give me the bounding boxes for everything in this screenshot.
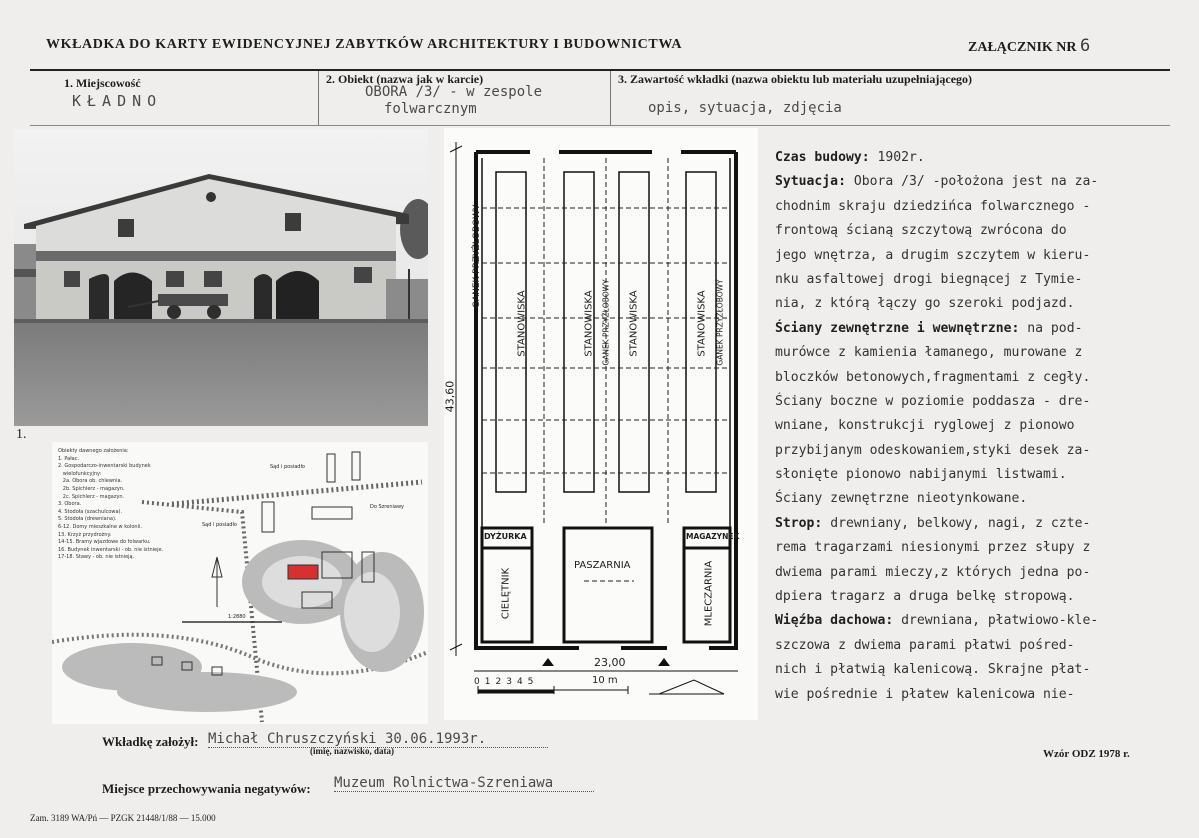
attachment-number — [968, 36, 1090, 56]
aisle-label: GANEK PRZYŻŁOBOWY — [715, 279, 725, 366]
plan-dimension-vertical: 43,60 — [443, 380, 457, 413]
description-heading: Strop: — [775, 515, 823, 531]
legend-entry: 5. Stodoła (drewniana). — [58, 516, 117, 523]
attachment-number-value: 6 — [1080, 36, 1091, 56]
description-text-segment: jego wnętrza, a drugim szczytem w kieru- — [775, 247, 1091, 263]
description-text-segment: nku asfaltowej drogi biegnącej z Tymie- — [775, 271, 1083, 287]
description-line — [775, 268, 1185, 292]
description-line — [775, 536, 1185, 560]
legend-entry: 2a. Obora ob. chlewnia. — [58, 478, 123, 485]
legend-entry: wielofunkcyjny: — [58, 470, 102, 477]
description-text-segment: nia, z którą łączy go szeroki podjazd. — [775, 296, 1075, 312]
map-scale: 1:2880 — [228, 614, 246, 620]
room-magazynek: MAGAZYNEK — [686, 532, 740, 541]
description-text-segment: Ściany zewnętrzne nieotynkowane. — [775, 491, 1028, 507]
description-heading: Ściany zewnętrzne i wewnętrzne: — [775, 320, 1020, 336]
object-value-line1: OBORA /3/ - w zespole — [365, 84, 543, 100]
scale-tick: 0 — [474, 677, 485, 687]
description-line — [775, 634, 1185, 658]
description-line — [775, 146, 1185, 170]
aisle-label: GANEK PRZYŻŁOBOWY — [601, 279, 611, 366]
road-label: Sąd i posiadło — [270, 464, 305, 470]
description-heading: Sytuacja: — [775, 174, 846, 190]
legend-entry: 4. Stodoła (szachulcowa). — [58, 508, 123, 515]
road-label: Sąd i posiadło — [202, 522, 237, 528]
legend-entry: 17-18. Stawy - ob. nie istnieją. — [58, 554, 135, 561]
room-dyzurka: DYŻURKA — [484, 532, 527, 541]
description-text-segment: dwiema parami mieczy,z których jedna po- — [775, 564, 1091, 580]
stall-label: STANOWISKA — [696, 290, 708, 357]
locality-value: KŁADNO — [72, 92, 163, 110]
description-text-segment: nich i płatwią kalenicową. Skrajne płat- — [775, 662, 1091, 678]
plan-scale-unit: 10 m — [592, 675, 618, 686]
description-line — [775, 390, 1185, 414]
legend-entry: 2. Gospodarczo-inwentarski budynek — [58, 463, 151, 470]
description-line — [775, 195, 1185, 219]
description-line — [775, 366, 1185, 390]
legend-entry: 14-15. Bramy wjazdowe do folwarku. — [58, 539, 151, 546]
form-version: Wzór ODZ 1978 r. — [1043, 748, 1130, 760]
scale-tick: 1 — [484, 677, 496, 687]
description-text-segment: bloczków betonowych,fragmentami z cegły. — [775, 369, 1091, 385]
object-value-line2: folwarcznym — [384, 101, 477, 117]
plan-dimension-horizontal: 23,00 — [594, 656, 626, 669]
description-line — [775, 683, 1185, 707]
legend-entry: Obiekty dawnego założenia: — [58, 448, 129, 454]
description-text-segment: przybijanym odeskowaniem,styki desek za- — [775, 442, 1091, 458]
description-text-segment: murówce z kamienia łamanego, murowane z — [775, 345, 1083, 361]
legend-entry: 16. Budynek inwentarski - ob. nie istnieje. — [58, 546, 164, 553]
author-hint: (imię, nazwisko, data) — [310, 746, 394, 756]
description-text-segment: 1902r. — [869, 150, 925, 165]
scale-tick: 4 — [516, 677, 528, 687]
aisle-label: GANEK PRZYŻŁOBOWY — [472, 204, 482, 308]
floor-plan — [444, 128, 758, 720]
description-line — [775, 414, 1185, 438]
legend-entry: 6-12. Domy mieszkalne w kolonii. — [58, 523, 142, 530]
description-line — [775, 439, 1185, 463]
field-divider — [318, 71, 319, 125]
photo-number: 1. — [16, 427, 27, 442]
description-text-segment: drewniana, płatwiowo-kle- — [893, 613, 1099, 629]
description-text-segment: chodnim skraju dziedzińca folwarcznego - — [775, 198, 1091, 214]
description-heading: Czas budowy: — [775, 150, 870, 165]
form-title: WKŁADKA DO KARTY EWIDENCYJNEJ ZABYTKÓW ARCHITEKTURY I BUDOWNICTWA — [46, 37, 683, 52]
description-line — [775, 244, 1185, 268]
description-heading: Więźba dachowa: — [775, 613, 894, 629]
room-mleczarnia: MLECZARNIA — [703, 560, 715, 627]
description-line — [775, 561, 1185, 585]
header-rule — [30, 69, 1170, 71]
description-text-segment: szczowa z dwiema parami płatwi pośred- — [775, 637, 1075, 653]
scale-tick: 3 — [506, 677, 517, 687]
description-line — [775, 292, 1185, 316]
legend-entry: 3. Obora. — [58, 501, 82, 508]
legend-entry: 1. Pałac. — [58, 455, 80, 462]
negatives-label: Miejsce przechowywania negatywów: — [102, 781, 311, 796]
legend-entry: 2c. Spichlerz - magazyn. — [58, 493, 125, 500]
contents-label: 3. Zawartość wkładki (nazwa obiektu lub materiału uzupełniającego) — [618, 72, 973, 86]
description-text-segment: słonięte pionowo nabijanymi listwami. — [775, 467, 1067, 483]
map-legend — [58, 448, 163, 562]
description-line — [775, 317, 1185, 341]
site-map — [52, 442, 428, 724]
legend-entry: 2b. Spichlerz - magazyn. — [58, 485, 125, 492]
description-line — [775, 170, 1185, 194]
object-label: 2. Obiekt (nazwa jak w karcie) — [326, 72, 484, 86]
description-text-segment: drewniany, belkowy, nagi, z czte- — [822, 515, 1091, 531]
room-cieletnik: CIELĘTNIK — [500, 567, 512, 620]
scale-tick: 5 — [527, 677, 539, 687]
description-text-segment: rema tragarzami niesionymi przez słupy z — [775, 540, 1091, 556]
description-text-segment: Ściany boczne w poziomie poddasza - dre- — [775, 393, 1091, 409]
description-text-segment: na pod- — [1019, 320, 1083, 336]
description-line — [775, 609, 1185, 633]
description-text-segment: Obora /3/ -położona jest na za- — [845, 174, 1099, 190]
description-line — [775, 585, 1185, 609]
attachment-label: ZAŁĄCZNIK NR — [968, 40, 1077, 55]
legend-entry: 13. Krzyż przydrożny. — [58, 531, 112, 538]
road-label: Do Szreniawy — [370, 504, 404, 510]
stall-label: STANOWISKA — [628, 290, 640, 357]
plan-scale-ticks — [474, 677, 538, 687]
stall-label: STANOWISKA — [583, 290, 595, 357]
room-paszarnia: PASZARNIA — [574, 560, 631, 571]
description-text-segment: wie pośrednie i płatew kalenicowa nie- — [775, 686, 1075, 702]
scale-tick: 2 — [495, 677, 507, 687]
description-line — [775, 658, 1185, 682]
description-line — [775, 341, 1185, 365]
description-line — [775, 463, 1185, 487]
contents-value: opis, sytuacja, zdjęcia — [648, 100, 842, 116]
description-line — [775, 487, 1185, 511]
author-label: Wkładkę założył: — [102, 734, 199, 749]
description-text — [775, 146, 1185, 707]
negatives-value: Muzeum Rolnictwa-Szreniawa — [334, 775, 594, 792]
fields-rule — [30, 125, 1170, 126]
description-text-segment: frontową ścianą szczytową zwrócona do — [775, 223, 1067, 239]
description-text-segment: wniane, konstrukcji ryglowej z pionowo — [775, 418, 1075, 434]
highlighted-barn-marker — [288, 565, 318, 579]
field-divider — [610, 71, 611, 125]
print-note: Zam. 3189 WA/Pń — PZGK 21448/1/88 — 15.000 — [30, 813, 216, 823]
barn-photo — [14, 129, 428, 426]
stall-label: STANOWISKA — [516, 290, 528, 357]
description-line — [775, 512, 1185, 536]
description-line — [775, 219, 1185, 243]
locality-label: 1. Miejscowość — [64, 76, 141, 90]
author-value: Michał Chruszczyński 30.06.1993r. — [208, 731, 548, 748]
description-text-segment: dpiera tragarz a druga belkę stropową. — [775, 589, 1075, 605]
